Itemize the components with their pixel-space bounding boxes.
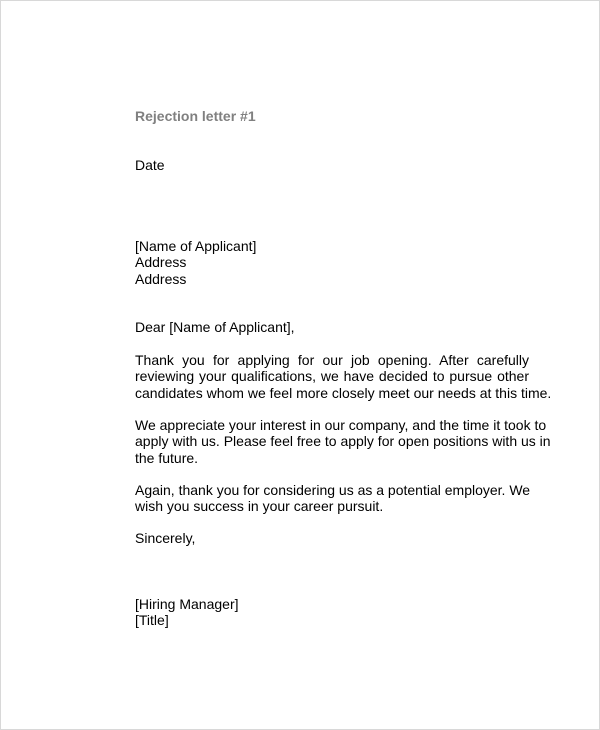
signature-title: [Title] — [135, 612, 169, 629]
recipient-address: Address — [135, 254, 187, 271]
paragraph-line: We appreciate your interest in our company, and the time it took to — [135, 417, 547, 433]
recipient-block — [135, 238, 529, 287]
paragraph-line: reviewing your qualifications, we have decided to pursue other — [135, 368, 529, 385]
closing: Sincerely, — [135, 530, 196, 546]
paragraph-2 — [135, 417, 551, 466]
paragraph-3 — [135, 482, 529, 515]
recipient-address: Address — [135, 270, 187, 287]
date-line: Date — [135, 157, 165, 173]
paragraph-1 — [135, 352, 552, 401]
paragraph-line: wish you success in your career pursuit. — [135, 498, 384, 515]
letter-title: Rejection letter #1 — [135, 108, 256, 124]
signature-name: [Hiring Manager] — [135, 596, 239, 612]
signature-block — [135, 596, 529, 629]
salutation: Dear [Name of Applicant], — [135, 319, 295, 335]
paragraph-line: the future. — [135, 449, 199, 466]
paragraph-line: Again, thank you for considering us as a potential employer. We — [135, 482, 531, 498]
paragraph-line: Thank you for applying for our job opening. After carefully — [135, 352, 529, 368]
paragraph-line: apply with us. Please feel free to apply for open positions with us in — [135, 433, 551, 450]
recipient-name: [Name of Applicant] — [135, 238, 257, 254]
paragraph-line: candidates whom we feel more closely meet our needs at this time. — [135, 384, 552, 401]
